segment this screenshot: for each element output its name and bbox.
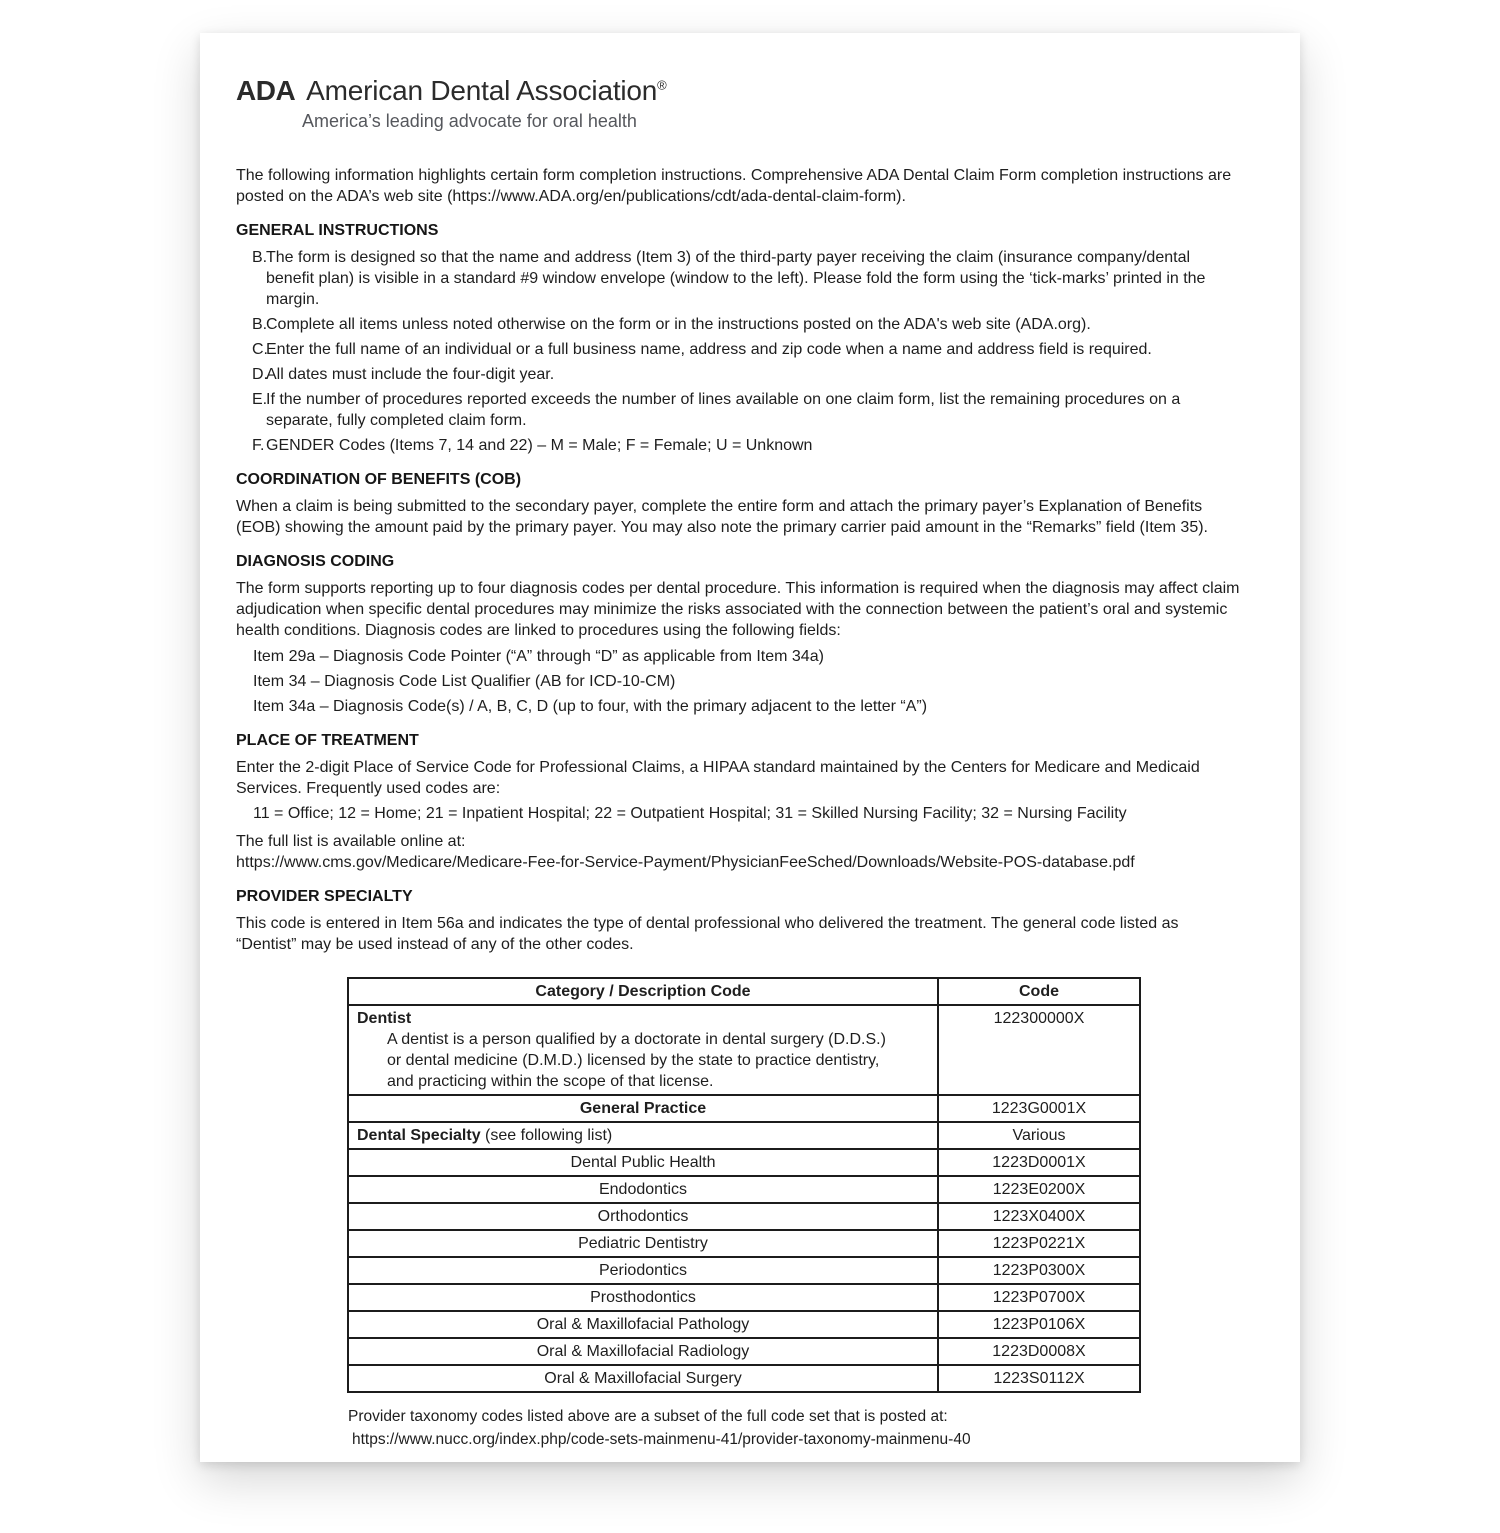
specialty-name: Endodontics bbox=[348, 1176, 938, 1203]
general-practice-row bbox=[348, 1095, 1140, 1122]
dental-specialty-note: (see following list) bbox=[480, 1127, 613, 1144]
instruction-label: E. bbox=[252, 391, 268, 408]
ada-tagline: America’s leading advocate for oral health bbox=[302, 111, 637, 131]
specialty-code: 1223E0200X bbox=[938, 1176, 1140, 1203]
dentist-title: Dentist bbox=[357, 1010, 412, 1027]
instruction-text: If the number of procedures reported exceeds the number of lines available on one claim form, list the remaining procedures on a separate, fully completed claim form. bbox=[266, 391, 1181, 429]
specialty-code: 1223S0112X bbox=[938, 1365, 1140, 1392]
specialty-name: Pediatric Dentistry bbox=[348, 1230, 938, 1257]
intro-paragraph: The following information highlights certain form completion instructions. Comprehensive ADA Dental Claim Form completion instructions are posted on the ADA’s web site (https://www.ADA.org/en/publications/cdt/ada-dental-claim-form). bbox=[236, 167, 1232, 205]
instruction-text: Complete all items unless noted otherwise on the form or in the instructions posted on the ADA's web site (ADA.org). bbox=[266, 316, 1091, 333]
instruction-text: All dates must include the four-digit year. bbox=[266, 366, 555, 383]
dentist-category-cell bbox=[348, 1005, 938, 1095]
diagnosis-item: Item 34 – Diagnosis Code List Qualifier (AB for ICD-10-CM) bbox=[253, 673, 676, 690]
dentist-description-line: and practicing within the scope of that license. bbox=[387, 1073, 714, 1090]
diagnosis-item: Item 34a – Diagnosis Code(s) / A, B, C, D (up to four, with the primary adjacent to the letter “A”) bbox=[253, 698, 928, 715]
full-list-label: The full list is available online at: bbox=[236, 833, 466, 850]
specialty-name: Oral & Maxillofacial Surgery bbox=[348, 1365, 938, 1392]
specialty-code-table bbox=[347, 977, 1141, 1393]
instruction-label: D. bbox=[252, 366, 268, 383]
specialty-name: Periodontics bbox=[348, 1257, 938, 1284]
specialty-row bbox=[348, 1311, 1140, 1338]
specialty-name: Prosthodontics bbox=[348, 1284, 938, 1311]
diagnosis-item: Item 29a – Diagnosis Code Pointer (“A” through “D” as applicable from Item 34a) bbox=[253, 648, 824, 665]
section-heading-provider: PROVIDER SPECIALTY bbox=[236, 888, 413, 905]
ada-logo-mark: ADA bbox=[236, 75, 296, 106]
provider-body: This code is entered in Item 56a and indicates the type of dental professional who delivered the treatment. The general code listed as “Dentist” may be used instead of any of the other codes. bbox=[236, 915, 1179, 953]
ada-logo bbox=[236, 75, 1240, 133]
instruction-text: GENDER Codes (Items 7, 14 and 22) – M = Male; F = Female; U = Unknown bbox=[266, 437, 813, 454]
instruction-list bbox=[236, 247, 1240, 456]
dental-specialty-title: Dental Specialty bbox=[357, 1127, 481, 1144]
instruction-text: Enter the full name of an individual or a full business name, address and zip code when a name and address field is required. bbox=[266, 341, 1152, 358]
place-body: Enter the 2-digit Place of Service Code for Professional Claims, a HIPAA standard maintained by the Centers for Medicare and Medicaid Services. Frequently used codes are: bbox=[236, 759, 1200, 797]
table-header-row bbox=[348, 978, 1140, 1005]
dental-specialty-row bbox=[348, 1122, 1140, 1149]
footnote-text: Provider taxonomy codes listed above are a subset of the full code set that is posted at: bbox=[348, 1408, 948, 1425]
instruction-label: F. bbox=[252, 437, 265, 454]
diagnosis-body: The form supports reporting up to four diagnosis codes per dental procedure. This information is required when the diagnosis may affect claim adjudication when specific dental procedures may minimize the risks associated with the connection between the patient’s oral and systemic health conditions. Diagnosis codes are linked to procedures using the following fields: bbox=[236, 580, 1240, 639]
nucc-url: https://www.nucc.org/index.php/code-sets-mainmenu-41/provider-taxonomy-mainmenu-40 bbox=[352, 1431, 971, 1448]
cms-url: https://www.cms.gov/Medicare/Medicare-Fee-for-Service-Payment/PhysicianFeeSched/Downloads/Website-POS-database.pdf bbox=[236, 854, 1135, 871]
ada-logo-name-text: American Dental Association bbox=[306, 75, 658, 106]
specialty-code: 1223P0221X bbox=[938, 1230, 1140, 1257]
specialty-row bbox=[348, 1338, 1140, 1365]
specialty-name: Dental Public Health bbox=[348, 1149, 938, 1176]
section-heading-place: PLACE OF TREATMENT bbox=[236, 732, 419, 749]
instruction-item bbox=[236, 364, 1240, 385]
specialty-code: 1223P0106X bbox=[938, 1311, 1140, 1338]
specialty-code: 1223P0300X bbox=[938, 1257, 1140, 1284]
table-footnote bbox=[348, 1405, 1240, 1451]
table-header-code: Code bbox=[938, 978, 1140, 1005]
specialty-name: Orthodontics bbox=[348, 1203, 938, 1230]
instruction-item bbox=[236, 247, 1240, 310]
instruction-label: B. bbox=[252, 316, 268, 333]
cob-body: When a claim is being submitted to the secondary payer, complete the entire form and attach the primary payer’s Explanation of Benefits (EOB) showing the amount paid by the primary payer. You may also note the primary carrier paid amount in the “Remarks” field (Item 35). bbox=[236, 498, 1208, 536]
specialty-code: 1223D0008X bbox=[938, 1338, 1140, 1365]
place-of-service-codes: 11 = Office; 12 = Home; 21 = Inpatient Hospital; 22 = Outpatient Hospital; 31 = Skilled Nursing Facility; 32 = Nursing Facility bbox=[253, 805, 1127, 822]
instruction-text: The form is designed so that the name and address (Item 3) of the third-party payer receiving the claim (insurance company/dental benefit plan) is visible in a standard #9 window envelope (window to the left). Please fold the form using the ‘tick-marks’ printed in the margin. bbox=[266, 249, 1206, 308]
diagnosis-item-list bbox=[236, 646, 1240, 717]
specialty-row bbox=[348, 1365, 1140, 1392]
specialty-row bbox=[348, 1176, 1140, 1203]
section-heading-general: GENERAL INSTRUCTIONS bbox=[236, 222, 439, 239]
instruction-label: B. bbox=[252, 249, 268, 266]
general-practice-name: General Practice bbox=[348, 1095, 938, 1122]
section-heading-diagnosis: DIAGNOSIS CODING bbox=[236, 553, 395, 570]
instruction-item bbox=[236, 339, 1240, 360]
specialty-row bbox=[348, 1257, 1140, 1284]
specialty-code: 1223D0001X bbox=[938, 1149, 1140, 1176]
specialty-code: 1223P0700X bbox=[938, 1284, 1140, 1311]
specialty-name: Oral & Maxillofacial Radiology bbox=[348, 1338, 938, 1365]
general-practice-code: 1223G0001X bbox=[938, 1095, 1140, 1122]
instruction-item bbox=[236, 314, 1240, 335]
specialty-row bbox=[348, 1230, 1140, 1257]
instruction-item bbox=[236, 435, 1240, 456]
dental-specialty-name bbox=[348, 1122, 938, 1149]
dentist-description-line: A dentist is a person qualified by a doctorate in dental surgery (D.D.S.) bbox=[387, 1031, 886, 1048]
instruction-item bbox=[236, 389, 1240, 431]
specialty-row bbox=[348, 1203, 1140, 1230]
registered-mark: ® bbox=[657, 77, 667, 93]
instruction-label: C. bbox=[252, 341, 268, 358]
ada-logo-name bbox=[306, 75, 666, 106]
specialty-name: Oral & Maxillofacial Pathology bbox=[348, 1311, 938, 1338]
table-header-category: Category / Description Code bbox=[348, 978, 938, 1005]
section-heading-cob: COORDINATION OF BENEFITS (COB) bbox=[236, 471, 522, 488]
dentist-description-line: or dental medicine (D.M.D.) licensed by the state to practice dentistry, bbox=[387, 1052, 880, 1069]
dental-specialty-code: Various bbox=[938, 1122, 1140, 1149]
specialty-row bbox=[348, 1149, 1140, 1176]
specialty-row bbox=[348, 1284, 1140, 1311]
dentist-code: 122300000X bbox=[938, 1005, 1140, 1095]
document-page bbox=[200, 33, 1300, 1462]
dentist-row bbox=[348, 1005, 1140, 1095]
specialty-code: 1223X0400X bbox=[938, 1203, 1140, 1230]
